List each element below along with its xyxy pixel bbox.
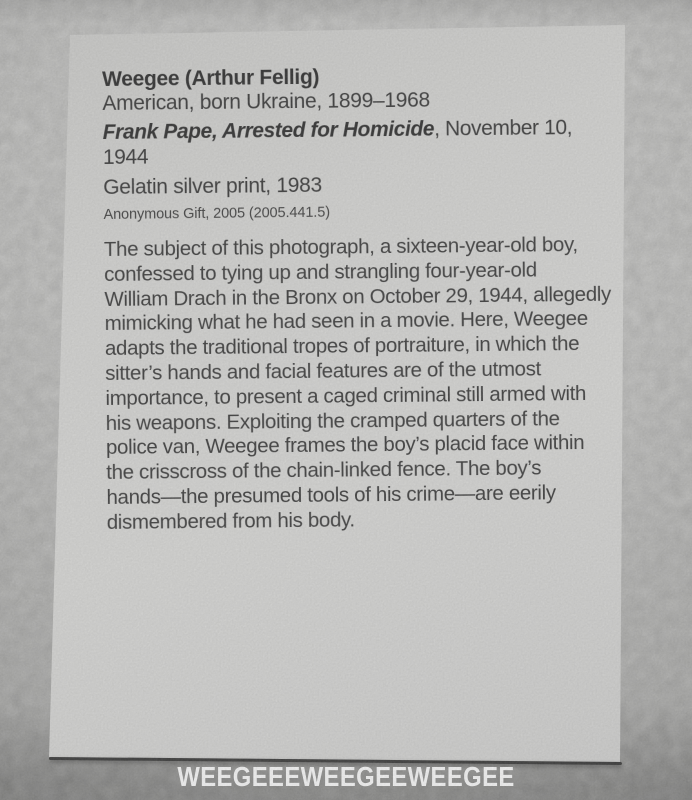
description-line: sitter’s hands and facial features are of the utmost [105,357,542,385]
artist-name: Weegee (Arthur Fellig) [102,65,320,91]
description-line: mimicking what he had seen in a movie. Here, Weegee [104,307,588,336]
work-medium: Gelatin silver print, 1983 [103,173,323,199]
photo-caption: WEEGEEEWEEGEEWEEGEE [177,761,515,792]
description-line: the crisscross of the chain-linked fence. The boy’s [106,456,542,485]
description-line: William Drach in the Bronx on October 29, 1944, allegedly [104,282,611,311]
work-title-line [103,115,608,145]
work-title-year: 1944 [102,145,149,169]
credit-line: Anonymous Gift, 2005 (2005.441.5) [103,204,331,223]
exhibit-label-content [102,63,612,536]
description [104,233,612,536]
artist-bio: American, born Ukraine, 1899–1968 [102,88,430,115]
description-line: hands—the presumed tools of his crime—are eerily [106,481,556,509]
description-line: importance, to present a caged criminal still armed with [105,381,587,410]
description-line: adapts the traditional tropes of portraiture, in which the [104,332,580,361]
description-line: police van, Weegee frames the boy’s placid face within [105,431,585,460]
description-line: his weapons. Exploiting the cramped quarters of the [105,406,560,435]
work-title-block [103,115,608,170]
work-title: Frank Pape, Arrested for Homicide [102,117,435,144]
work-title-date: , November 10, [434,116,573,141]
description-line: confessed to tying up and strangling four-year-old [104,258,537,286]
description-line: The subject of this photograph, a sixteen-year-old boy, [103,233,578,261]
description-line: dismembered from his body. [106,508,355,534]
